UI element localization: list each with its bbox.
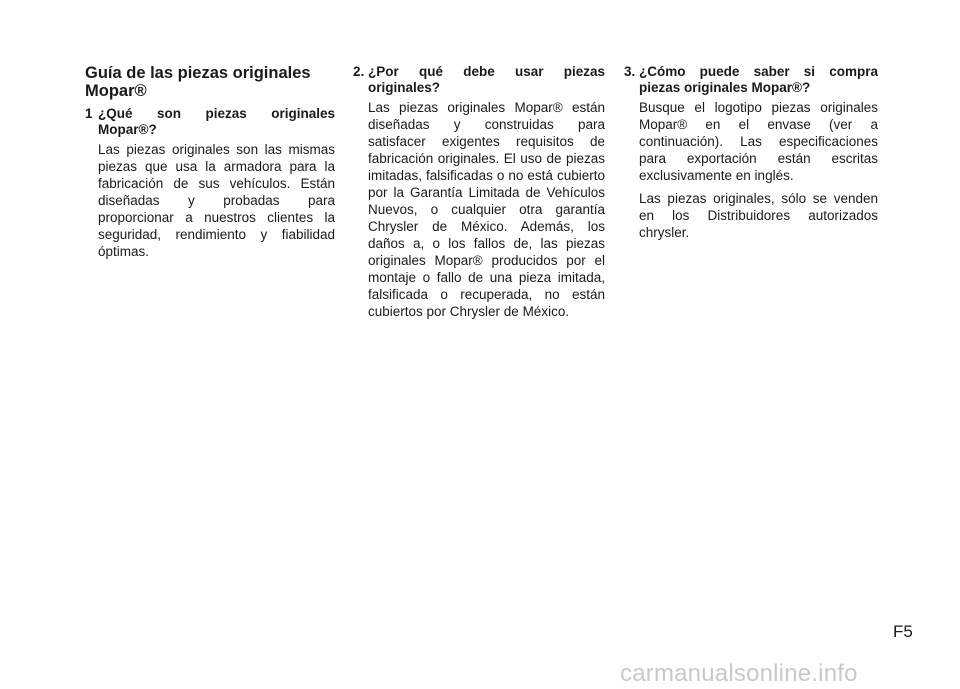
section-title: Guía de las piezas originales Mopar®: [85, 64, 311, 100]
question-3-text: ¿Cómo puede saber si compra piezas originales Mopar®?: [639, 64, 878, 95]
question-2-answer: Las piezas originales Mopar® están diseñadas y construidas para satisfacer exigentes requisitos de fabricación originales. El uso de piezas imitadas, falsificadas o no está cubierto por la Garantía Limitada de Vehículos Nuevos, o cualquier otra garantía Chrysler de México. Además, los daños a, o los fallos de, las piezas originales Mopar® producidos por el montaje o fallo de una pieza imitada, falsificada o recuperada, no están cubiertos por Chrysler de México.: [368, 100, 605, 319]
question-1-text: ¿Qué son piezas originales Mopar®?: [98, 106, 335, 137]
column-2: [353, 64, 605, 326]
column-3: [624, 64, 878, 247]
question-3-number: 3.: [624, 64, 636, 79]
question-2-text: ¿Por qué debe usar piezas originales?: [368, 64, 605, 95]
page-number: F5: [893, 622, 913, 641]
question-1-heading: [85, 106, 335, 138]
question-3-heading: [624, 64, 878, 96]
question-3-answer-2: Las piezas originales, sólo se venden en los Distribuidores autorizados chrysler.: [639, 191, 878, 240]
question-1-number: 1: [85, 106, 93, 121]
question-3-answer-1: Busque el logotipo piezas originales Mopar® en el envase (ver a continuación). Las especificaciones para exportación están escritas exclusivamente en inglés.: [639, 100, 878, 183]
watermark-text: carmanualsonline.info: [620, 660, 858, 687]
question-2-number: 2.: [353, 64, 365, 79]
question-2-heading: [353, 64, 605, 96]
column-1: [85, 64, 335, 266]
question-1-answer: Las piezas originales son las mismas piezas que usa la armadora para la fabricación de sus vehículos. Están diseñadas y probadas para proporcionar a nuestros clientes la seguridad, rendimiento y fiabilidad óptimas.: [98, 142, 335, 259]
